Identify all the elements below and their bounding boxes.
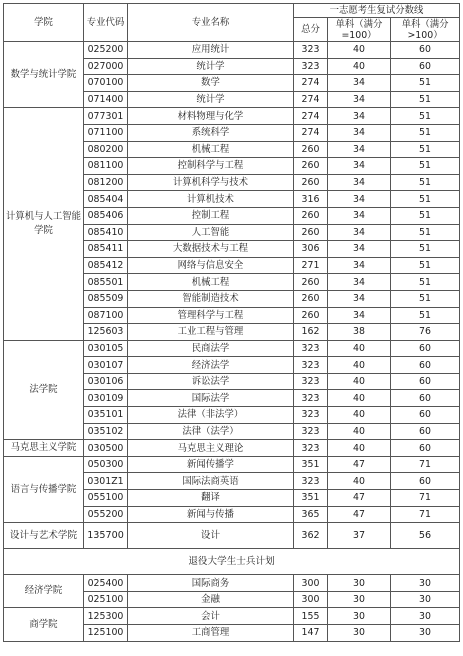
total-score-cell: 323: [294, 407, 328, 424]
code-cell: 071100: [84, 124, 128, 141]
total-score-cell: 260: [294, 141, 328, 158]
single-low-cell: 40: [328, 340, 391, 357]
code-cell: 087100: [84, 307, 128, 324]
single-high-cell: 60: [391, 390, 460, 407]
code-cell: 0301Z1: [84, 473, 128, 490]
single-high-cell: 60: [391, 42, 460, 59]
single-low-cell: 34: [328, 290, 391, 307]
single-low-cell: 40: [328, 390, 391, 407]
code-cell: 055200: [84, 506, 128, 523]
single-low-cell: 34: [328, 207, 391, 224]
code-cell: 085411: [84, 241, 128, 258]
single-low-cell: 34: [328, 191, 391, 208]
total-score-cell: 351: [294, 490, 328, 507]
single-low-cell: 37: [328, 523, 391, 549]
header-college: 学院: [4, 4, 84, 42]
total-score-cell: 351: [294, 456, 328, 473]
single-low-cell: 34: [328, 75, 391, 92]
major-cell: 人工智能: [128, 224, 294, 241]
total-score-cell: 300: [294, 575, 328, 592]
major-cell: 国际商务: [128, 575, 294, 592]
major-cell: 马克思主义理论: [128, 440, 294, 457]
header-score-group: 一志愿考生复试分数线: [294, 4, 460, 18]
header-single-high: 单科（满分>100）: [391, 18, 460, 42]
single-high-cell: 51: [391, 75, 460, 92]
code-cell: 035102: [84, 423, 128, 440]
total-score-cell: 323: [294, 440, 328, 457]
table-body: [4, 42, 460, 642]
single-high-cell: 60: [391, 357, 460, 374]
total-score-cell: 362: [294, 523, 328, 549]
table-row: [4, 523, 460, 549]
code-cell: 135700: [84, 523, 128, 549]
major-cell: 民商法学: [128, 340, 294, 357]
table-row: [4, 340, 460, 357]
major-cell: 大数据技术与工程: [128, 241, 294, 258]
major-cell: 诉讼法学: [128, 373, 294, 390]
single-low-cell: 47: [328, 456, 391, 473]
major-cell: 新闻传播学: [128, 456, 294, 473]
single-low-cell: 40: [328, 423, 391, 440]
single-high-cell: 30: [391, 608, 460, 625]
single-low-cell: 30: [328, 591, 391, 608]
single-high-cell: 51: [391, 158, 460, 175]
code-cell: 085404: [84, 191, 128, 208]
table-row: [4, 575, 460, 592]
single-high-cell: 56: [391, 523, 460, 549]
college-cell: 经济学院: [4, 575, 84, 608]
code-cell: 030107: [84, 357, 128, 374]
code-cell: 125300: [84, 608, 128, 625]
code-cell: 035101: [84, 407, 128, 424]
total-score-cell: 323: [294, 340, 328, 357]
single-low-cell: 40: [328, 473, 391, 490]
major-cell: 设计: [128, 523, 294, 549]
table-row: [4, 440, 460, 457]
code-cell: 030109: [84, 390, 128, 407]
code-cell: 085410: [84, 224, 128, 241]
code-cell: 025400: [84, 575, 128, 592]
major-cell: 金融: [128, 591, 294, 608]
major-cell: 经济法学: [128, 357, 294, 374]
single-low-cell: 40: [328, 42, 391, 59]
single-low-cell: 40: [328, 407, 391, 424]
single-high-cell: 51: [391, 257, 460, 274]
table-row: [4, 456, 460, 473]
major-cell: 统计学: [128, 58, 294, 75]
single-high-cell: 71: [391, 490, 460, 507]
single-low-cell: 34: [328, 174, 391, 191]
single-low-cell: 34: [328, 241, 391, 258]
college-cell: 语言与传播学院: [4, 456, 84, 522]
section-title: 退役大学生士兵计划: [4, 549, 460, 575]
table-row: [4, 108, 460, 125]
major-cell: 计算机科学与技术: [128, 174, 294, 191]
single-high-cell: 51: [391, 174, 460, 191]
code-cell: 025200: [84, 42, 128, 59]
score-table: [3, 3, 460, 642]
single-low-cell: 34: [328, 124, 391, 141]
major-cell: 翻译: [128, 490, 294, 507]
code-cell: 081100: [84, 158, 128, 175]
single-high-cell: 30: [391, 575, 460, 592]
total-score-cell: 260: [294, 207, 328, 224]
total-score-cell: 271: [294, 257, 328, 274]
single-low-cell: 34: [328, 257, 391, 274]
single-high-cell: 51: [391, 290, 460, 307]
single-high-cell: 60: [391, 423, 460, 440]
code-cell: 081200: [84, 174, 128, 191]
total-score-cell: 323: [294, 373, 328, 390]
code-cell: 077301: [84, 108, 128, 125]
header-code: 专业代码: [84, 4, 128, 42]
major-cell: 应用统计: [128, 42, 294, 59]
single-high-cell: 51: [391, 91, 460, 108]
total-score-cell: 147: [294, 625, 328, 642]
total-score-cell: 162: [294, 324, 328, 341]
code-cell: 025100: [84, 591, 128, 608]
major-cell: 法律（法学）: [128, 423, 294, 440]
single-low-cell: 34: [328, 108, 391, 125]
total-score-cell: 274: [294, 91, 328, 108]
total-score-cell: 316: [294, 191, 328, 208]
major-cell: 数学: [128, 75, 294, 92]
single-high-cell: 60: [391, 407, 460, 424]
code-cell: 085412: [84, 257, 128, 274]
major-cell: 会计: [128, 608, 294, 625]
code-cell: 027000: [84, 58, 128, 75]
college-cell: 设计与艺术学院: [4, 523, 84, 549]
single-low-cell: 40: [328, 58, 391, 75]
code-cell: 050300: [84, 456, 128, 473]
total-score-cell: 365: [294, 506, 328, 523]
total-score-cell: 260: [294, 290, 328, 307]
header-total: 总分: [294, 18, 328, 42]
single-high-cell: 51: [391, 191, 460, 208]
single-high-cell: 60: [391, 440, 460, 457]
total-score-cell: 323: [294, 390, 328, 407]
single-high-cell: 51: [391, 124, 460, 141]
single-high-cell: 30: [391, 591, 460, 608]
single-low-cell: 30: [328, 608, 391, 625]
single-high-cell: 51: [391, 108, 460, 125]
single-low-cell: 34: [328, 307, 391, 324]
total-score-cell: 155: [294, 608, 328, 625]
single-low-cell: 34: [328, 274, 391, 291]
total-score-cell: 306: [294, 241, 328, 258]
single-low-cell: 30: [328, 625, 391, 642]
major-cell: 新闻与传播: [128, 506, 294, 523]
code-cell: 030106: [84, 373, 128, 390]
header-major: 专业名称: [128, 4, 294, 42]
major-cell: 网络与信息安全: [128, 257, 294, 274]
major-cell: 工商管理: [128, 625, 294, 642]
college-cell: 商学院: [4, 608, 84, 641]
major-cell: 智能制造技术: [128, 290, 294, 307]
single-high-cell: 60: [391, 373, 460, 390]
code-cell: 030500: [84, 440, 128, 457]
college-cell: 马克思主义学院: [4, 440, 84, 457]
total-score-cell: 260: [294, 158, 328, 175]
total-score-cell: 260: [294, 307, 328, 324]
major-cell: 国际法学: [128, 390, 294, 407]
table-row: [4, 42, 460, 59]
major-cell: 机械工程: [128, 274, 294, 291]
code-cell: 085406: [84, 207, 128, 224]
single-low-cell: 34: [328, 158, 391, 175]
major-cell: 机械工程: [128, 141, 294, 158]
code-cell: 030105: [84, 340, 128, 357]
single-high-cell: 51: [391, 141, 460, 158]
single-high-cell: 60: [391, 340, 460, 357]
code-cell: 080200: [84, 141, 128, 158]
single-high-cell: 51: [391, 274, 460, 291]
total-score-cell: 323: [294, 473, 328, 490]
single-low-cell: 47: [328, 506, 391, 523]
header-single-low: 单科（满分=100）: [328, 18, 391, 42]
single-low-cell: 40: [328, 357, 391, 374]
code-cell: 085501: [84, 274, 128, 291]
code-cell: 125100: [84, 625, 128, 642]
single-low-cell: 40: [328, 440, 391, 457]
single-high-cell: 51: [391, 224, 460, 241]
single-high-cell: 60: [391, 473, 460, 490]
major-cell: 材料物理与化学: [128, 108, 294, 125]
single-low-cell: 38: [328, 324, 391, 341]
major-cell: 系统科学: [128, 124, 294, 141]
single-low-cell: 34: [328, 91, 391, 108]
code-cell: 071400: [84, 91, 128, 108]
section-row: [4, 549, 460, 575]
single-low-cell: 34: [328, 141, 391, 158]
total-score-cell: 323: [294, 357, 328, 374]
major-cell: 控制工程: [128, 207, 294, 224]
total-score-cell: 274: [294, 108, 328, 125]
code-cell: 070100: [84, 75, 128, 92]
major-cell: 控制科学与工程: [128, 158, 294, 175]
total-score-cell: 300: [294, 591, 328, 608]
single-high-cell: 30: [391, 625, 460, 642]
total-score-cell: 260: [294, 174, 328, 191]
single-high-cell: 51: [391, 241, 460, 258]
single-high-cell: 51: [391, 307, 460, 324]
major-cell: 管理科学与工程: [128, 307, 294, 324]
code-cell: 085509: [84, 290, 128, 307]
college-cell: 计算机与人工智能学院: [4, 108, 84, 340]
code-cell: 055100: [84, 490, 128, 507]
major-cell: 国际法商英语: [128, 473, 294, 490]
major-cell: 计算机技术: [128, 191, 294, 208]
single-high-cell: 71: [391, 456, 460, 473]
total-score-cell: 323: [294, 42, 328, 59]
total-score-cell: 260: [294, 224, 328, 241]
single-high-cell: 76: [391, 324, 460, 341]
college-cell: 法学院: [4, 340, 84, 440]
total-score-cell: 274: [294, 124, 328, 141]
major-cell: 工业工程与管理: [128, 324, 294, 341]
single-high-cell: 60: [391, 58, 460, 75]
single-high-cell: 51: [391, 207, 460, 224]
single-low-cell: 47: [328, 490, 391, 507]
single-high-cell: 71: [391, 506, 460, 523]
total-score-cell: 323: [294, 58, 328, 75]
single-low-cell: 34: [328, 224, 391, 241]
college-cell: 数学与统计学院: [4, 42, 84, 108]
single-low-cell: 30: [328, 575, 391, 592]
code-cell: 125603: [84, 324, 128, 341]
major-cell: 法律（非法学）: [128, 407, 294, 424]
total-score-cell: 260: [294, 274, 328, 291]
total-score-cell: 274: [294, 75, 328, 92]
total-score-cell: 323: [294, 423, 328, 440]
major-cell: 统计学: [128, 91, 294, 108]
table-row: [4, 608, 460, 625]
single-low-cell: 40: [328, 373, 391, 390]
